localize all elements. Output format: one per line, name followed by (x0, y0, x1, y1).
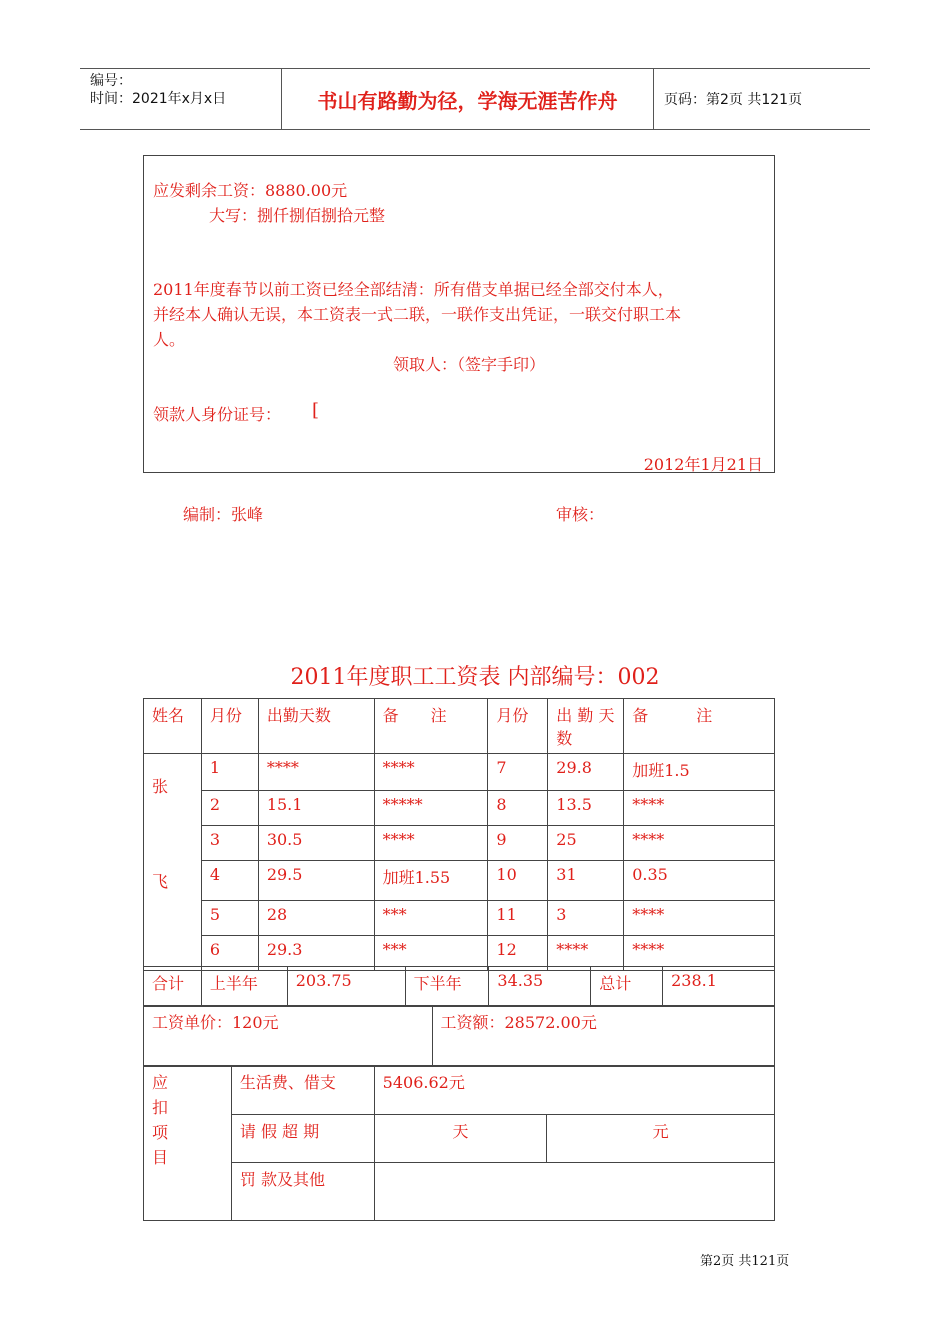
fine-other-label: 罚 款及其他 (231, 1163, 374, 1221)
attendance-cell: 15.1 (258, 791, 374, 826)
header-motto: 书山有路勤为径，学海无涯苦作舟 (282, 69, 654, 129)
recipient-signature-label: 领取人：（签字手印） (393, 355, 546, 374)
settlement-date: 2012年1月21日 (643, 455, 763, 474)
leave-overtime-label: 请 假 超 期 (231, 1115, 374, 1163)
month-cell: 2 (201, 791, 258, 826)
page-footer: 第2页 共121页 (700, 1254, 790, 1269)
month-cell: 5 (201, 901, 258, 936)
header-month-2: 月份 (488, 699, 548, 754)
doc-number-label: 编号： (90, 73, 132, 89)
attendance-cell: 29.3 (258, 936, 374, 971)
month-cell: 1 (201, 754, 258, 791)
statement-line-2: 并经本人确认无误，本工资表一式二联，一联作支出凭证，一联交付职工本 (153, 305, 682, 324)
employee-name-char-1: 张 (152, 777, 169, 796)
deductions-label-char: 目 (152, 1148, 169, 1167)
month-cell: 11 (488, 901, 548, 936)
attendance-cell: **** (258, 754, 374, 791)
attendance-cell: 13.5 (548, 791, 624, 826)
deductions-label-char: 应 (152, 1073, 169, 1092)
remark-cell: **** (624, 826, 775, 861)
amount-line: 应发剩余工资：8880.00元 (153, 181, 348, 200)
table-row (144, 791, 775, 826)
attendance-cell: 3 (548, 901, 624, 936)
table-row (144, 861, 775, 901)
header-remarks-2: 备 注 (624, 699, 775, 754)
statement-line-1: 2011年度春节以前工资已经全部结清：所有借支单据已经全部交付本人， (153, 280, 674, 299)
first-half-label: 上半年 (201, 967, 287, 1007)
deduction-row (144, 1066, 775, 1115)
deductions-label (144, 1066, 232, 1221)
attendance-cell: 31 (548, 861, 624, 901)
month-cell: 3 (201, 826, 258, 861)
month-cell: 10 (488, 861, 548, 901)
table-row (144, 901, 775, 936)
remark-cell: **** (624, 936, 775, 971)
totals-label: 合计 (144, 967, 202, 1007)
attendance-cell: 25 (548, 826, 624, 861)
wage-summary-row (144, 1006, 775, 1067)
time-label: 时间：2021年x月x日 (90, 91, 227, 107)
grand-total-label: 总计 (591, 967, 663, 1007)
month-cell: 12 (488, 936, 548, 971)
header-attendance: 出勤天数 (258, 699, 374, 754)
remark-cell: **** (624, 901, 775, 936)
wage-amount-cell: 工资额：28572.00元 (432, 1006, 775, 1067)
wage-table-title: 2011年度职工工资表 内部编号：002 (290, 665, 660, 690)
remark-cell: 0.35 (624, 861, 775, 901)
leave-yuan-cell: 元 (547, 1115, 775, 1163)
employee-name-char-2: 飞 (152, 872, 169, 891)
attendance-cell: 28 (258, 901, 374, 936)
fine-other-value (374, 1163, 774, 1221)
header-meta (80, 69, 282, 129)
wage-summary-table (143, 1005, 775, 1067)
remark-cell: 加班1.5 (624, 754, 775, 791)
unit-price-cell: 工资单价：120元 (144, 1006, 433, 1067)
remark-cell: **** (374, 826, 488, 861)
month-cell: 9 (488, 826, 548, 861)
deduction-row (144, 1163, 775, 1221)
reviewer-label: 审核： (556, 505, 605, 524)
remark-cell: *** (374, 901, 488, 936)
remark-cell: **** (624, 791, 775, 826)
attendance-cell: 29.5 (258, 861, 374, 901)
grand-total-value: 238.1 (663, 967, 775, 1007)
monthly-attendance-table (143, 698, 775, 971)
capital-amount-line: 大写：捌仟捌佰捌拾元整 (209, 206, 386, 225)
attendance-cell: 29.8 (548, 754, 624, 791)
statement-line-3: 人。 (153, 330, 186, 349)
second-half-value: 34.35 (489, 967, 591, 1007)
totals-table (143, 966, 775, 1007)
header-month: 月份 (201, 699, 258, 754)
header-remarks: 备 注 (374, 699, 488, 754)
month-cell: 6 (201, 936, 258, 971)
totals-row (144, 967, 775, 1007)
remark-cell: 加班1.55 (374, 861, 488, 901)
table-header-row (144, 699, 775, 754)
settlement-box (143, 155, 775, 473)
second-half-label: 下半年 (405, 967, 489, 1007)
remark-cell: ***** (374, 791, 488, 826)
id-number-label: 领款人身份证号： (153, 405, 282, 424)
id-number-mark: [ (312, 400, 320, 421)
first-half-value: 203.75 (287, 967, 405, 1007)
leave-days-cell: 天 (374, 1115, 547, 1163)
remark-cell: *** (374, 936, 488, 971)
living-expense-value: 5406.62元 (374, 1066, 774, 1115)
living-expense-label: 生活费、借支 (231, 1066, 374, 1115)
compiler-label: 编制：张峰 (183, 505, 264, 524)
table-row (144, 754, 775, 791)
header-attendance-2: 出 勤 天 数 (548, 699, 624, 754)
remark-cell: **** (374, 754, 488, 791)
deductions-table (143, 1065, 775, 1221)
deduction-row (144, 1115, 775, 1163)
month-cell: 7 (488, 754, 548, 791)
header-page-info: 页码：第2页 共121页 (664, 92, 803, 108)
attendance-cell: 30.5 (258, 826, 374, 861)
attendance-cell: **** (548, 936, 624, 971)
table-row (144, 826, 775, 861)
month-cell: 4 (201, 861, 258, 901)
employee-name-cell (144, 754, 202, 971)
page-header (80, 68, 870, 130)
deductions-label-char: 扣 (152, 1098, 169, 1117)
header-name: 姓名 (144, 699, 202, 754)
deductions-label-char: 项 (152, 1123, 169, 1142)
month-cell: 8 (488, 791, 548, 826)
